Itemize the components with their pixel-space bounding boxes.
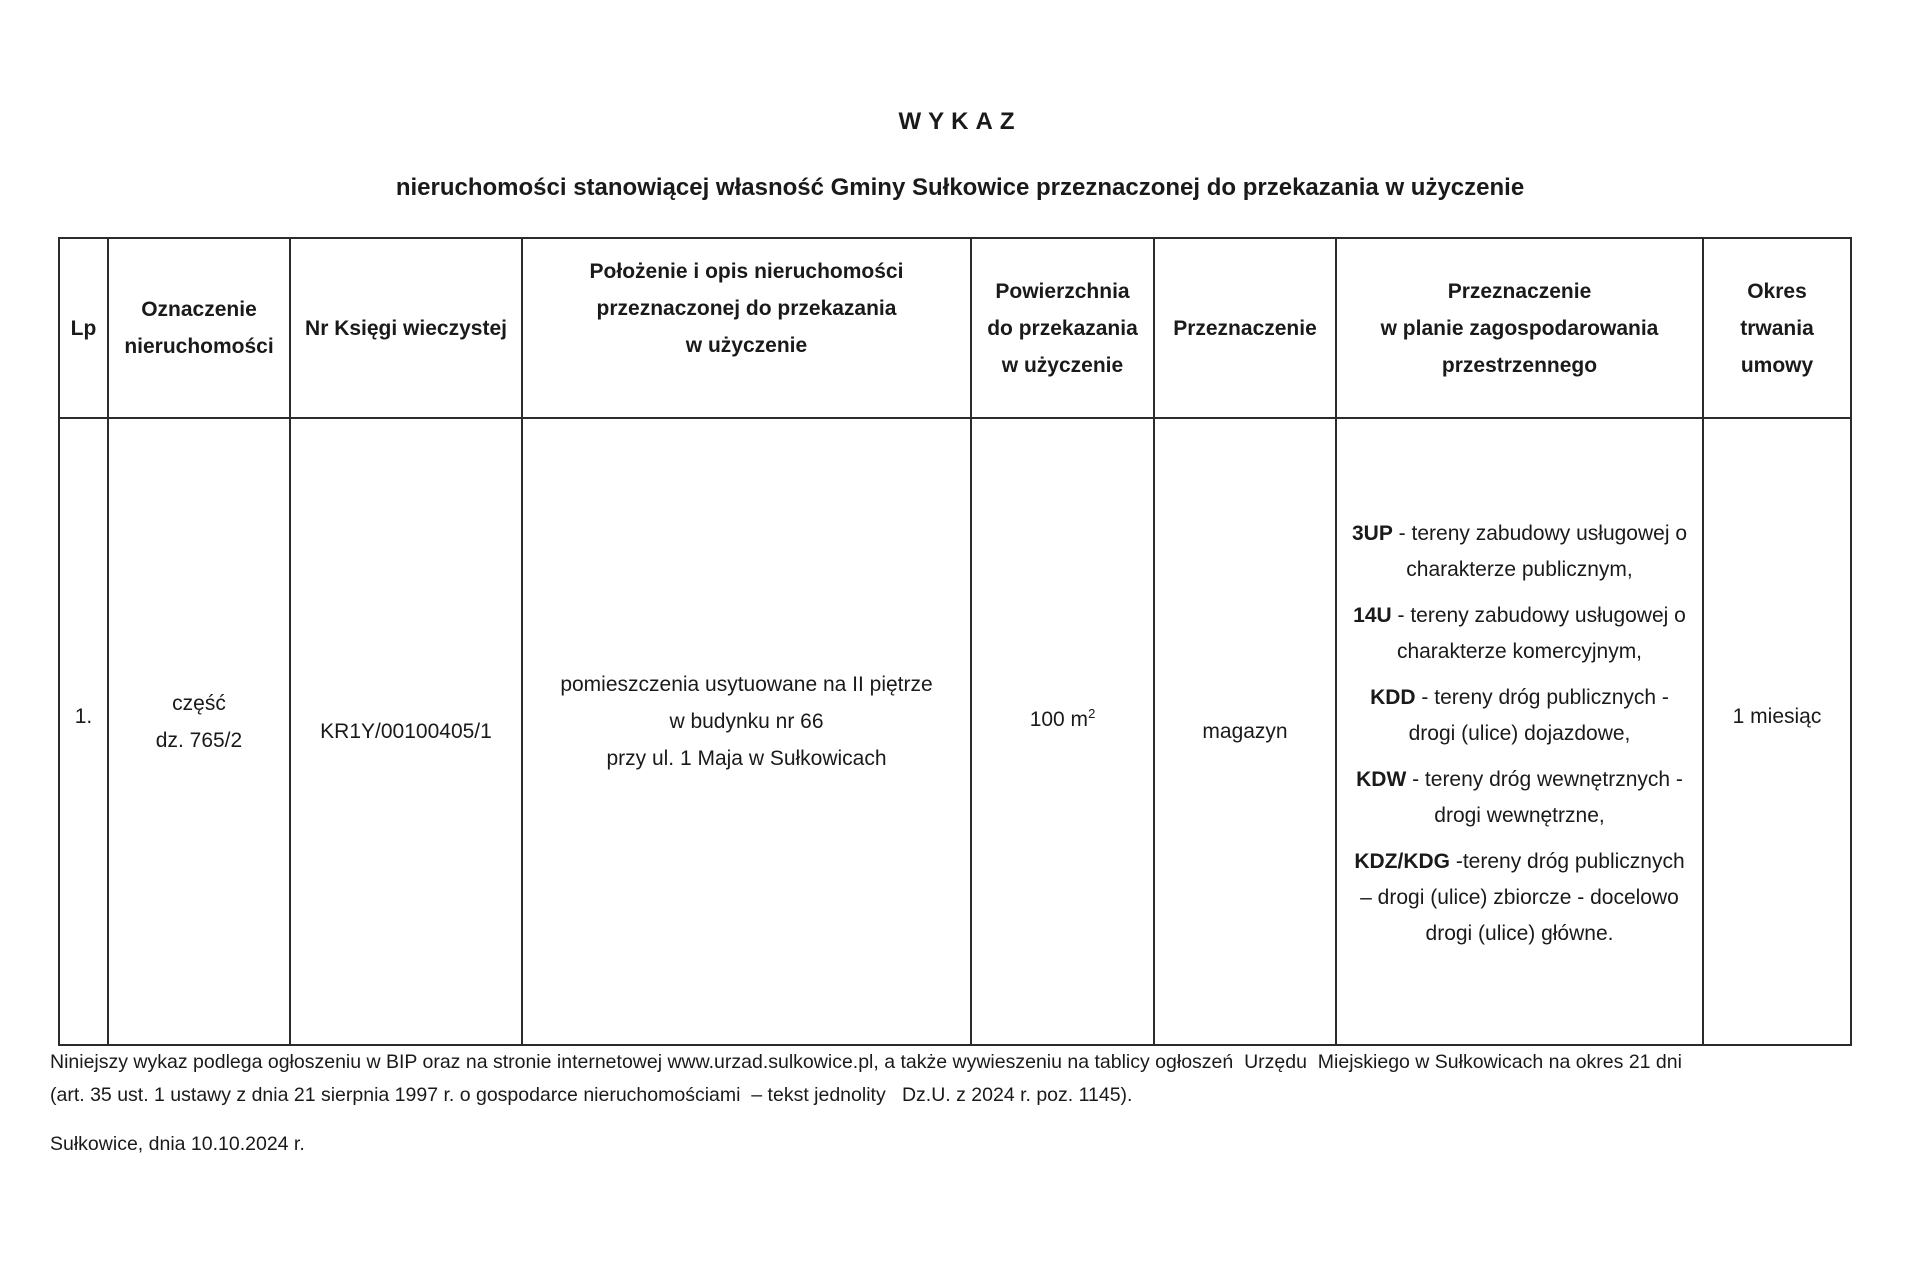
plan-entry — [1349, 598, 1690, 670]
header-text: Położenie i opis nieruchomości — [589, 260, 904, 283]
header-ksiega — [290, 238, 522, 418]
header-przeznaczenie — [1154, 238, 1336, 418]
przeznaczenie-value: magazyn — [1202, 720, 1288, 743]
header-text: Oznaczenie — [141, 298, 257, 321]
area-unit-superscript: 2 — [1088, 706, 1096, 721]
cell-polozenie — [522, 418, 971, 1045]
header-text: Okres — [1747, 279, 1807, 303]
footer-note-line: Niniejszy wykaz podlega ogłoszeniu w BIP oraz na stronie internetowej www.urzad.sulkowice.pl, a także wywieszeniu na tablicy ogłoszeń Urzędu Miejskiego w Sułkowicach na okres 21 dni — [50, 1051, 1682, 1073]
plan-text: - tereny dróg publicznych - drogi (ulice) dojazdowe, — [1408, 685, 1669, 745]
header-okres — [1703, 238, 1851, 418]
oznaczenie-line: dz. 765/2 — [155, 728, 243, 752]
oznaczenie-line: część — [172, 691, 226, 715]
header-text: w użyczenie — [685, 334, 808, 357]
cell-przeznaczenie — [1154, 418, 1336, 1045]
plan-code: KDW — [1356, 767, 1407, 791]
header-plan — [1336, 238, 1703, 418]
plan-entry — [1349, 762, 1690, 834]
cell-oznaczenie — [108, 418, 290, 1045]
header-oznaczenie — [108, 238, 290, 418]
header-text: do przekazania — [987, 316, 1138, 340]
place-date: Sułkowice, dnia 10.10.2024 r. — [50, 1133, 305, 1155]
plan-code: KDZ/KDG — [1354, 849, 1451, 873]
header-text: Lp — [70, 316, 97, 340]
header-text: w planie zagospodarowania — [1380, 316, 1659, 340]
table-row — [59, 418, 1851, 1045]
footer-note-line: (art. 35 ust. 1 ustawy z dnia 21 sierpnia 1997 r. o gospodarce nieruchomościami – tekst jednolity Dz.U. z 2024 r. poz. 1145). — [50, 1084, 1133, 1106]
cell-ksiega — [290, 418, 522, 1045]
plan-code: KDD — [1370, 685, 1416, 709]
ksiega-value: KR1Y/00100405/1 — [320, 720, 492, 743]
okres-value: 1 miesiąc — [1732, 705, 1822, 728]
plan-entry — [1349, 516, 1690, 588]
header-lp — [59, 238, 108, 418]
header-text: Powierzchnia — [995, 279, 1130, 303]
polozenie-line: pomieszczenia usytuowane na II piętrze — [560, 673, 933, 696]
plan-entry — [1349, 680, 1690, 752]
footer-note — [50, 1046, 1880, 1112]
header-text: Nr Księgi wieczystej — [305, 316, 507, 340]
plan-entry — [1349, 844, 1690, 952]
polozenie-line: przy ul. 1 Maja w Sułkowicach — [606, 747, 887, 770]
header-text: przeznaczonej do przekazania — [596, 297, 897, 320]
document-title: WYKAZ — [898, 108, 1022, 135]
polozenie-line: w budynku nr 66 — [669, 710, 824, 733]
area-value: 100 m — [1029, 708, 1089, 731]
header-text: Przeznaczenie — [1173, 316, 1317, 340]
property-table — [58, 237, 1852, 1046]
header-text: Przeznaczenie — [1447, 279, 1592, 303]
plan-text: -tereny dróg publicznych – drogi (ulice) zbiorcze - docelowo drogi (ulice) główne. — [1360, 849, 1685, 945]
table-header-row — [59, 238, 1851, 418]
plan-text: - tereny zabudowy usługowej o charakterze publicznym, — [1392, 521, 1688, 581]
cell-plan — [1336, 418, 1703, 1045]
cell-lp — [59, 418, 108, 1045]
document-subtitle: nieruchomości stanowiącej własność Gminy Sułkowice przeznaczonej do przekazania w użyczenie — [395, 174, 1525, 201]
cell-powierzchnia — [971, 418, 1154, 1045]
plan-code: 14U — [1353, 603, 1392, 627]
plan-text: - tereny zabudowy usługowej o charakterze komercyjnym, — [1391, 603, 1686, 663]
header-text: w użyczenie — [1001, 353, 1124, 377]
header-text: nieruchomości — [124, 335, 274, 358]
header-text: przestrzennego — [1441, 353, 1598, 377]
header-text: umowy — [1740, 353, 1814, 377]
header-text: trwania — [1740, 316, 1814, 340]
plan-code: 3UP — [1351, 521, 1393, 545]
header-powierzchnia — [971, 238, 1154, 418]
header-polozenie — [522, 238, 971, 418]
lp-value: 1. — [74, 705, 93, 728]
plan-text: - tereny dróg wewnętrznych - drogi wewnętrzne, — [1406, 767, 1683, 827]
cell-okres — [1703, 418, 1851, 1045]
